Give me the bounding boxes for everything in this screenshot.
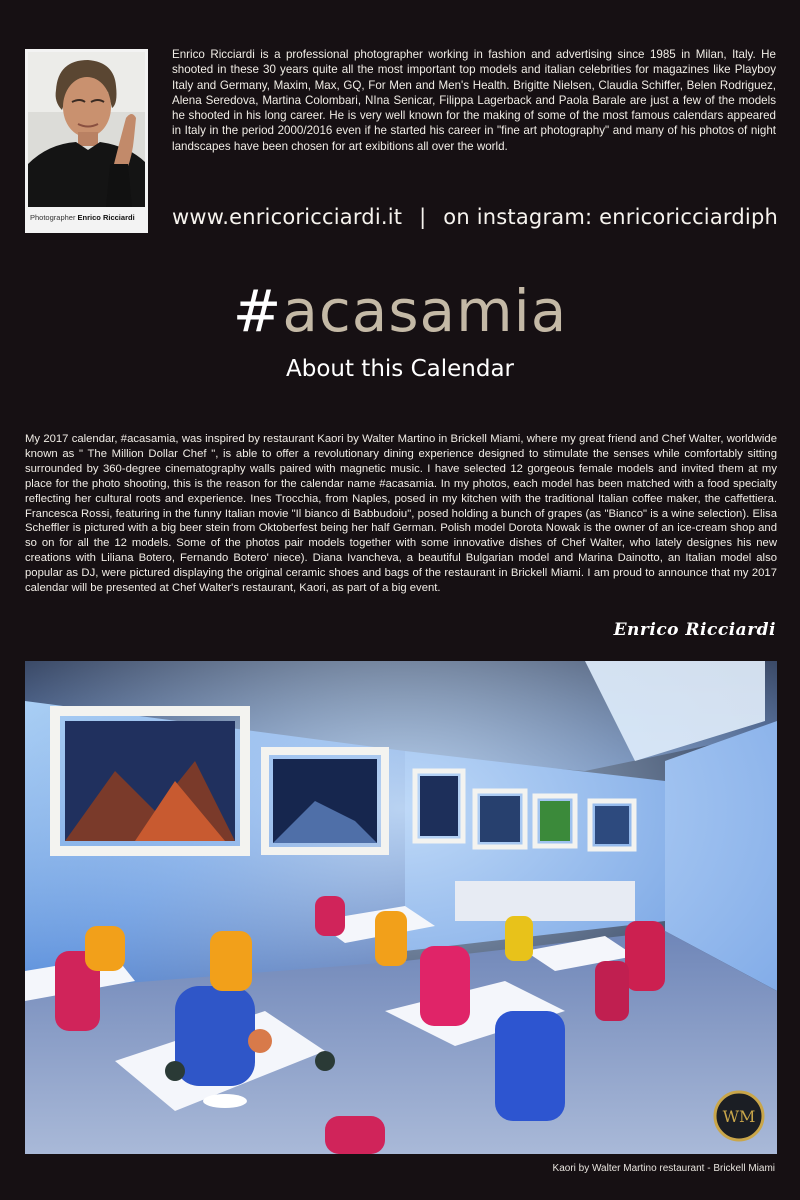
calendar-subtitle: About this Calendar xyxy=(285,356,514,382)
restaurant-photo xyxy=(25,661,777,1154)
caption-name: Enrico Ricciardi xyxy=(77,213,135,222)
author-signature: Enrico Ricciardi xyxy=(613,620,776,640)
restaurant-logo: WM xyxy=(722,1107,756,1126)
title-word: acasamia xyxy=(282,277,568,345)
link-separator: | xyxy=(419,205,427,229)
photo-caption: Kaori by Walter Martino restaurant - Brickell Miami xyxy=(552,1163,775,1174)
photographer-portrait xyxy=(25,49,148,233)
portrait-photo xyxy=(28,52,145,207)
instagram-link[interactable]: on instagram: enricoricciardiph xyxy=(443,205,778,229)
website-link[interactable]: www.enricoricciardi.it xyxy=(172,205,403,229)
portrait-caption xyxy=(28,213,145,222)
restaurant-interior-image xyxy=(25,661,777,1154)
photographer-image xyxy=(28,52,145,207)
calendar-description: My 2017 calendar, #acasamia, was inspired by restaurant Kaori by Walter Martino in Brickell Miami, where my great friend and Chef Walter, worldwide known as " The Million Dollar Chef ", is able to offer a revolutionary dining experience designed to stimulate the senses while comfortably sitting surrounded by 360-degree cinematography walls paired with magnetic music. I have selected 12 gorgeous female models and invited them at my place for the photo shooting, this is the reason for the calendar name #acasamia. In my photos, each model has been matched with a food specialty reflecting her cultural roots and experience. Ines Trocchia, from Naples, posed in my kitchen with the traditional Italian coffee maker, the caffettiera. Francesca Rossi, featuring in the funny Italian movie "Il bianco di Babbudoiu", posed holding a bunch of grapes (as "Bianco" is a wine selection). Elisa Scheffler is pictured with a big beer stein from Oktoberfest being her half German. Polish model Dorota Nowak is the owner of an ice-cream shop and so on for all the 12 models. Some of the photos pair models together with some innovative dishes of Chef Walter, who lately designes his new creations with Liliana Botero, Fernando Botero' niece). Diana Ivancheva, a beautiful Bulgarian model and Marina Dainotto, an Italian model also popular as DJ, were pictured displaying the original ceramic shoes and bags of the restaurant in Brickell Miami. I am proud to announce that my 2017 calendar will be presented at Chef Walter's restaurant, Kaori, as part of a big event. xyxy=(25,433,777,595)
photographer-bio: Enrico Ricciardi is a professional photographer working in fashion and advertising since 1985 in Milan, Italy. He shooted in these 30 years quite all the most important top models and italian celebrities for magazines like Playboy Italy and Germany, Maxim, Max, GQ, For Men and Men's Health. Brigitte Nielsen, Claudia Schiffer, Belen Rodriguez, Alena Seredova, Martina Colombari, NIna Senicar, Filippa Lagerback and Paola Barale are just a few of the models he shooted in his long career. He is very well known for the making of some of the most famous calendars appeared in Italy in the period 2000/2016 even if he started his career in "fine art photography" and many of his photos of night landscapes have been chosen for art exibitions all over the world. xyxy=(172,48,776,153)
caption-prefix: Photographer xyxy=(30,213,76,222)
calendar-title xyxy=(0,276,800,346)
title-hash: # xyxy=(232,277,283,345)
contact-links xyxy=(172,205,778,229)
